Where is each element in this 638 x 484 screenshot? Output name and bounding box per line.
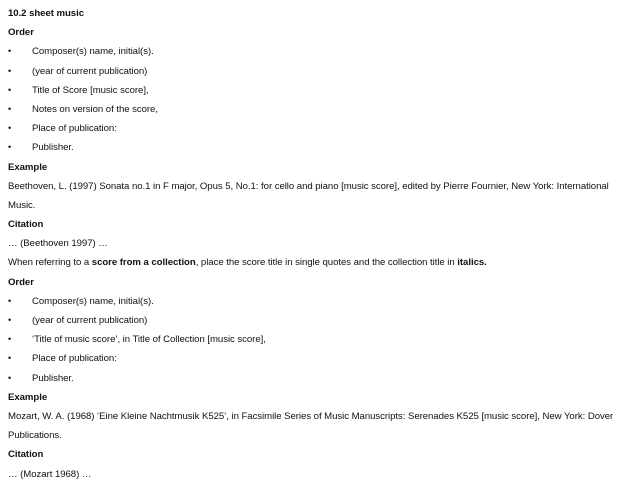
bullet-icon: • bbox=[8, 46, 12, 57]
bullet-icon: • bbox=[8, 142, 12, 153]
citation-heading: Citation bbox=[8, 449, 44, 461]
list-item-text: Composer(s) name, initial(s). bbox=[32, 295, 154, 307]
order-heading: Order bbox=[8, 27, 34, 39]
list-item bbox=[8, 62, 630, 81]
bullet-icon: • bbox=[8, 295, 12, 306]
list-item-text: Place of publication: bbox=[32, 123, 117, 135]
list-item bbox=[8, 100, 630, 119]
list-item-text: ‘Title of music score’, in Title of Collection [music score], bbox=[32, 334, 266, 346]
example-text-line: Mozart, W. A. (1968) ‘Eine Kleine Nachtmusik K525’, in Facsimile Series of Music Manuscripts: Serenades K525 [music score], New York: Dover bbox=[8, 410, 614, 422]
collection-note-text: When referring to a bbox=[8, 257, 92, 269]
collection-note-bold: score from a collection bbox=[91, 257, 196, 269]
example-text-line: Music. bbox=[8, 199, 36, 211]
list-item-text: (year of current publication) bbox=[32, 65, 148, 77]
bullet-icon: • bbox=[8, 372, 12, 383]
list-item-text: (year of current publication) bbox=[32, 315, 148, 326]
list-item bbox=[8, 81, 630, 100]
bullet-icon: • bbox=[8, 103, 12, 114]
order-heading: Order bbox=[8, 276, 34, 288]
list-item-text: Composer(s) name, initial(s). bbox=[32, 46, 154, 58]
section-title: 10.2 sheet music bbox=[8, 8, 84, 19]
bullet-icon: • bbox=[8, 315, 12, 325]
list-item-text: Publisher. bbox=[32, 372, 74, 384]
list-item bbox=[8, 292, 630, 311]
collection-note bbox=[8, 253, 630, 272]
bullet-icon: • bbox=[8, 84, 12, 95]
collection-note-bold: italics. bbox=[457, 257, 487, 269]
citation-heading: Citation bbox=[8, 219, 44, 231]
list-item-text: Notes on version of the score, bbox=[32, 103, 158, 115]
list-item-text: Publisher. bbox=[32, 142, 74, 154]
bullet-icon: • bbox=[8, 65, 12, 76]
bullet-icon: • bbox=[8, 353, 12, 364]
list-item-text: Place of publication: bbox=[32, 353, 117, 365]
list-item bbox=[8, 138, 630, 157]
bullet-icon: • bbox=[8, 334, 12, 345]
example-text-line: Beethoven, L. (1997) Sonata no.1 in F major, Opus 5, No.1: for cello and piano [music score], edited by Pierre Fournier, New York: International bbox=[8, 180, 609, 192]
list-item-text: Title of Score [music score], bbox=[32, 84, 149, 96]
citation-text: … (Beethoven 1997) … bbox=[8, 238, 108, 250]
list-item bbox=[8, 311, 630, 330]
list-item bbox=[8, 349, 630, 368]
list-item bbox=[8, 369, 630, 388]
example-heading: Example bbox=[8, 161, 48, 173]
example-heading: Example bbox=[8, 391, 48, 403]
bullet-icon: • bbox=[8, 123, 12, 134]
citation-text: … (Mozart 1968) … bbox=[8, 468, 92, 480]
list-item bbox=[8, 42, 630, 61]
list-item bbox=[8, 119, 630, 138]
list-item bbox=[8, 330, 630, 349]
example-text-line: Publications. bbox=[8, 430, 62, 442]
collection-note-text: , place the score title in single quotes and the collection title in bbox=[195, 257, 458, 269]
